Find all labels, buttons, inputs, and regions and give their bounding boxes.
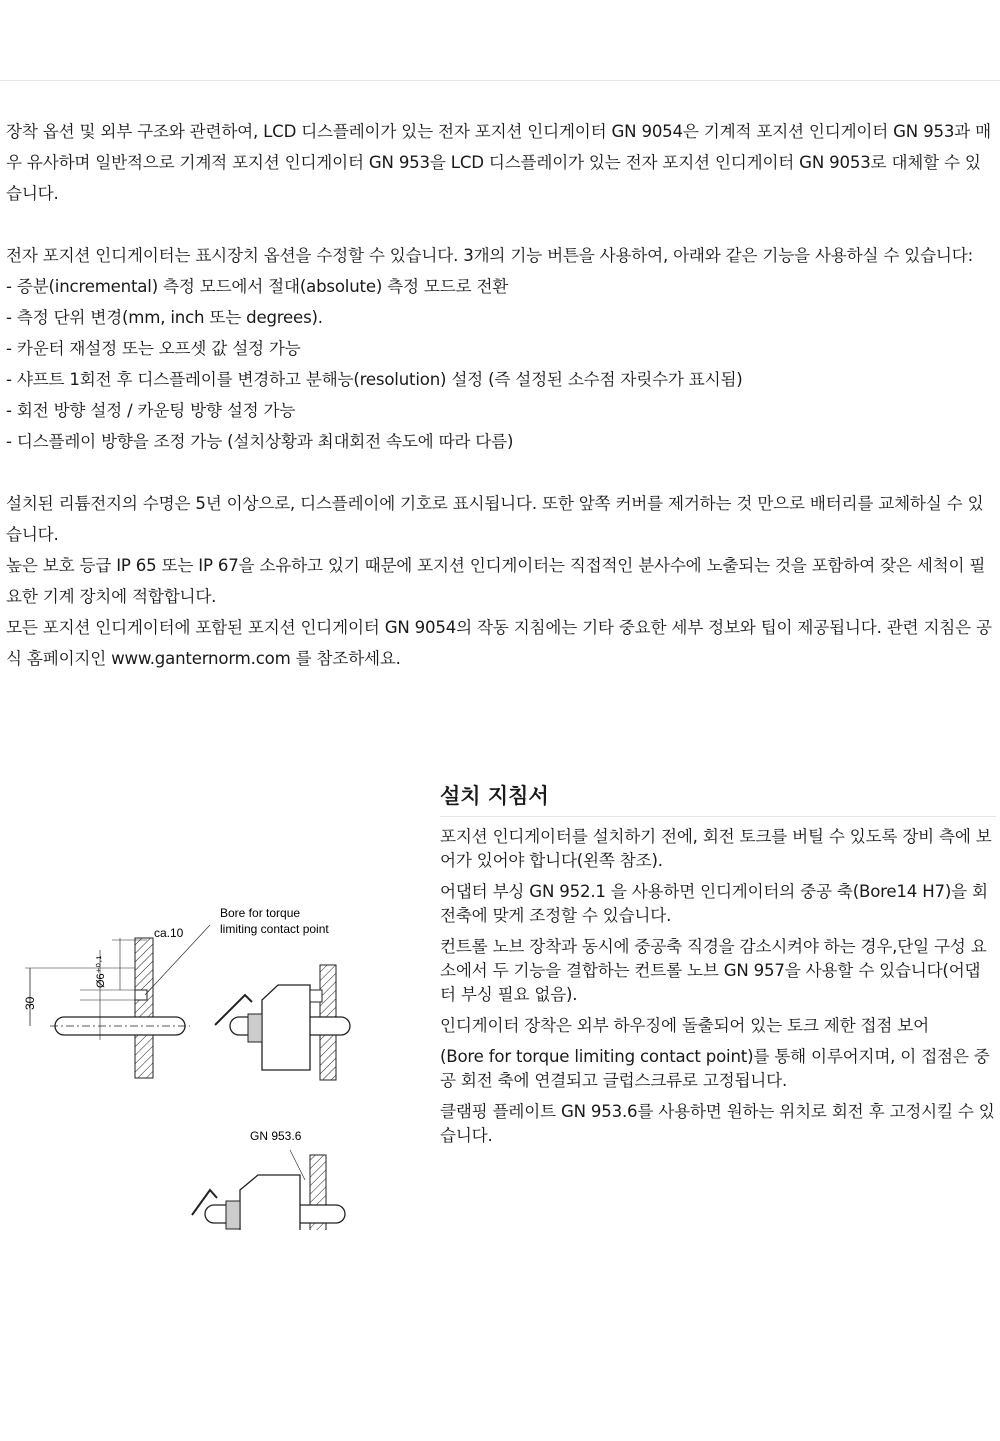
install-paragraph: 어댑터 부싱 GN 952.1 을 사용하면 인디게이터의 중공 축(Bore14 H7)을 회전축에 맞게 조정할 수 있습니다. (440, 882, 988, 925)
list-item: - 디스플레이 방향을 조정 가능 (설치상황과 최대회전 속도에 따라 다름) (6, 432, 514, 451)
list-item: - 측정 단위 변경(mm, inch 또는 degrees). (6, 308, 323, 327)
install-paragraph: 인디게이터 장착은 외부 하우징에 돌출되어 있는 토크 제한 접점 보어 (440, 1016, 929, 1035)
install-title: 설치 지침서 (440, 782, 996, 817)
top-divider (0, 80, 1000, 81)
list-item: - 회전 방향 설정 / 카운팅 방향 설정 가능 (6, 401, 296, 420)
list-item: - 증분(incremental) 측정 모드에서 절대(absolute) 측정 모드로 전환 (6, 277, 509, 296)
intro-paragraph-2: 전자 포지션 인디게이터는 표시장치 옵션을 수정할 수 있습니다. 3개의 기능 버튼을 사용하여, 아래와 같은 기능을 사용하실 수 있습니다: (6, 246, 973, 265)
feature-list (6, 271, 996, 457)
installation-drawing-svg (20, 890, 360, 1230)
intro-paragraph-4: 높은 보호 등급 IP 65 또는 IP 67을 소유하고 있기 때문에 포지션 인디게이터는 직접적인 분사수에 노출되는 것을 포함하여 잦은 세척이 필요한 기계 장치에 적합합니다. (6, 556, 986, 606)
wall-left (135, 938, 153, 1078)
install-paragraph: (Bore for torque limiting contact point)를 통해 이루어지며, 이 접점은 중공 회전 축에 연결되고 글럽스크류로 고정됩니다. (440, 1047, 990, 1090)
dim-30-label: 30 (23, 996, 37, 1010)
clamp-label: GN 953.6 (250, 1129, 302, 1143)
knob-bottom (226, 1201, 240, 1229)
indicator-body-bottom (240, 1175, 300, 1230)
list-item: - 샤프트 1회전 후 디스플레이를 변경하고 분해능(resolution) 설정 (즉 설정된 소수점 자릿수가 표시됨) (6, 370, 743, 389)
intro-section (6, 116, 996, 674)
bore-label-1: Bore for torque (220, 906, 301, 920)
intro-paragraph-5: 모든 포지션 인디게이터에 포함된 포지션 인디게이터 GN 9054의 작동 지침에는 기타 중요한 세부 정보와 팁이 제공됩니다. 관련 지침은 공식 홈페이지인 www.ganternorm.com 를 참조하세요. (6, 618, 992, 668)
install-paragraph: 포지션 인디게이터를 설치하기 전에, 회전 토크를 버틸 수 있도록 장비 측에 보어가 있어야 합니다(왼쪽 참조). (440, 827, 992, 870)
ca-label: ca.10 (154, 926, 184, 940)
intro-paragraph-1: 장착 옵션 및 외부 구조와 관련하여, LCD 디스플레이가 있는 전자 포지션 인디게이터 GN 9054은 기계적 포지션 인디게이터 GN 953과 매우 유사하며 일반적으로 기계적 포지션 인디게이터 GN 953을 LCD 디스플레이가 있는 전자 포지션 인디게이터 GN 9053로 대체할 수 있습니다. (6, 122, 991, 203)
knob (248, 1014, 262, 1042)
list-item: - 카운터 재설정 또는 오프셋 값 설정 가능 (6, 339, 301, 358)
install-body (440, 825, 996, 1148)
dia-label: Ø6⁺⁰·¹ (95, 955, 107, 988)
intro-paragraph-3: 설치된 리튬전지의 수명은 5년 이상으로, 디스플레이에 기호로 표시됩니다. 또한 앞쪽 커버를 제거하는 것 만으로 배터리를 교체하실 수 있습니다. (6, 494, 984, 544)
install-paragraph: 컨트롤 노브 장착과 동시에 중공축 직경을 감소시켜야 하는 경우,단일 구성 요소에서 두 기능을 결합하는 컨트롤 노브 GN 957을 사용할 수 있습니다(어댑터 부싱 필요 없음). (440, 937, 987, 1004)
indicator-body (262, 985, 310, 1070)
installation-drawing (20, 890, 360, 1230)
install-paragraph: 클램핑 플레이트 GN 953.6를 사용하면 원하는 위치로 회전 후 고정시킬 수 있습니다. (440, 1102, 995, 1145)
install-section (440, 782, 996, 1155)
bore-label-2: limiting contact point (220, 922, 329, 936)
